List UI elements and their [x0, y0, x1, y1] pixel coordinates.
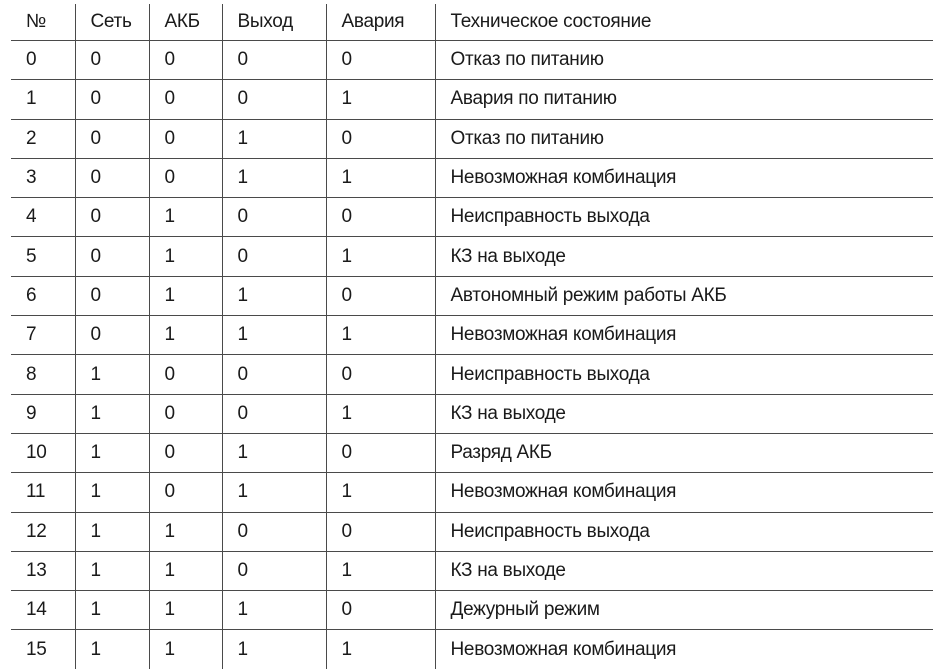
cell-alarm: 0: [326, 433, 435, 472]
cell-number: 5: [11, 237, 75, 276]
table-row: [11, 316, 933, 355]
cell-output: 0: [222, 198, 326, 237]
table-header: [11, 4, 933, 41]
cell-battery: 1: [149, 276, 222, 315]
cell-number: 10: [11, 433, 75, 472]
cell-number: 8: [11, 355, 75, 394]
cell-alarm: 1: [326, 316, 435, 355]
cell-number: 6: [11, 276, 75, 315]
cell-number: 13: [11, 551, 75, 590]
table-row: [11, 41, 933, 80]
cell-output: 1: [222, 119, 326, 158]
cell-number: 3: [11, 158, 75, 197]
header-number: №: [11, 4, 75, 41]
cell-technical-state: Невозможная комбинация: [435, 473, 933, 512]
cell-output: 0: [222, 512, 326, 551]
cell-technical-state: Автономный режим работы АКБ: [435, 276, 933, 315]
cell-number: 15: [26, 638, 47, 660]
table-row: [11, 473, 933, 512]
cell-output: 1: [222, 591, 326, 630]
cell-alarm: 1: [326, 80, 435, 119]
cell-number: 0: [11, 41, 75, 80]
table-row: [11, 433, 933, 472]
cell-number: 11: [11, 473, 75, 512]
cell-output: 1: [222, 158, 326, 197]
cell-technical-state: КЗ на выходе: [435, 394, 933, 433]
cell-battery: 0: [149, 41, 222, 80]
cell-alarm: 0: [326, 41, 435, 80]
cell-technical-state: Невозможная комбинация: [435, 630, 933, 669]
cell-network: 0: [75, 276, 149, 315]
header-technical-state: Техническое состояние: [435, 4, 933, 41]
cell-network: 1: [75, 433, 149, 472]
cell-number: 14: [11, 591, 75, 630]
table-row: [11, 198, 933, 237]
cell-technical-state: Отказ по питанию: [435, 41, 933, 80]
cell-alarm: 0: [326, 198, 435, 237]
cell-number: 7: [11, 316, 75, 355]
cell-alarm: 1: [326, 237, 435, 276]
table-row: [11, 512, 933, 551]
cell-network: 0: [75, 237, 149, 276]
table-row: [11, 119, 933, 158]
cell-output: 1: [222, 433, 326, 472]
table-row: [11, 591, 933, 630]
cell-battery: 1: [149, 237, 222, 276]
cell-battery: 1: [149, 198, 222, 237]
cell-technical-state: Невозможная комбинация: [435, 158, 933, 197]
cell-output: 0: [222, 551, 326, 590]
cell-battery: 0: [149, 473, 222, 512]
table-body: [11, 41, 933, 669]
cell-technical-state: КЗ на выходе: [435, 237, 933, 276]
cell-output: 0: [222, 355, 326, 394]
cell-number: 12: [11, 512, 75, 551]
cell-technical-state: Неисправность выхода: [435, 512, 933, 551]
cell-network: 1: [75, 591, 149, 630]
cell-network: 1: [75, 630, 149, 669]
cell-alarm: 1: [326, 630, 435, 669]
cell-number: 2: [11, 119, 75, 158]
table-row: [11, 158, 933, 197]
header-alarm: Авария: [326, 4, 435, 41]
cell-output: 0: [222, 41, 326, 80]
header-row: [11, 4, 933, 41]
cell-technical-state: Неисправность выхода: [435, 198, 933, 237]
table-row: [11, 394, 933, 433]
cell-output: 1: [222, 630, 326, 669]
table-row: [11, 551, 933, 590]
cell-technical-state: КЗ на выходе: [435, 551, 933, 590]
cell-network: 1: [75, 394, 149, 433]
cell-technical-state: Авария по питанию: [435, 80, 933, 119]
cell-network: 0: [75, 119, 149, 158]
cell-alarm: 1: [326, 473, 435, 512]
cell-alarm: 1: [326, 394, 435, 433]
cell-network: 0: [75, 41, 149, 80]
cell-network: 1: [75, 551, 149, 590]
cell-alarm: 1: [326, 551, 435, 590]
cell-alarm: 0: [326, 591, 435, 630]
cell-battery: 0: [149, 394, 222, 433]
cell-output: 0: [222, 237, 326, 276]
header-battery: АКБ: [149, 4, 222, 41]
cell-alarm: 0: [326, 355, 435, 394]
cell-technical-state: Невозможная комбинация: [435, 316, 933, 355]
cell-battery: 0: [149, 119, 222, 158]
cell-number: 1: [11, 80, 75, 119]
table-row: [11, 80, 933, 119]
cell-network: 0: [75, 158, 149, 197]
cell-network: 0: [75, 316, 149, 355]
state-table-container: [11, 4, 933, 669]
cell-output: 1: [222, 316, 326, 355]
cell-output: 1: [222, 276, 326, 315]
table-row: [11, 630, 933, 669]
cell-output: 1: [222, 473, 326, 512]
cell-technical-state: Дежурный режим: [435, 591, 933, 630]
cell-alarm: 0: [326, 276, 435, 315]
header-output: Выход: [222, 4, 326, 41]
cell-technical-state: Отказ по питанию: [435, 119, 933, 158]
cell-battery: 0: [149, 433, 222, 472]
cell-battery: 1: [149, 591, 222, 630]
cell-network: 1: [75, 512, 149, 551]
cell-battery: 0: [149, 355, 222, 394]
cell-battery: 1: [149, 512, 222, 551]
cell-technical-state: Неисправность выхода: [435, 355, 933, 394]
cell-network: 1: [75, 355, 149, 394]
cell-alarm: 0: [326, 119, 435, 158]
cell-number: 9: [11, 394, 75, 433]
cell-network: 0: [75, 80, 149, 119]
table-row: [11, 355, 933, 394]
cell-alarm: 0: [326, 512, 435, 551]
cell-battery: 0: [149, 158, 222, 197]
cell-battery: 1: [149, 316, 222, 355]
cell-battery: 0: [149, 80, 222, 119]
cell-technical-state: Разряд АКБ: [435, 433, 933, 472]
cell-network: 1: [75, 473, 149, 512]
state-table: [11, 4, 933, 669]
cell-output: 0: [222, 80, 326, 119]
header-network: Сеть: [75, 4, 149, 41]
cell-alarm: 1: [326, 158, 435, 197]
cell-battery: 1: [149, 630, 222, 669]
cell-network: 0: [75, 198, 149, 237]
cell-output: 0: [222, 394, 326, 433]
cell-number: 4: [11, 198, 75, 237]
cell-battery: 1: [149, 551, 222, 590]
table-row: [11, 237, 933, 276]
table-row: [11, 276, 933, 315]
